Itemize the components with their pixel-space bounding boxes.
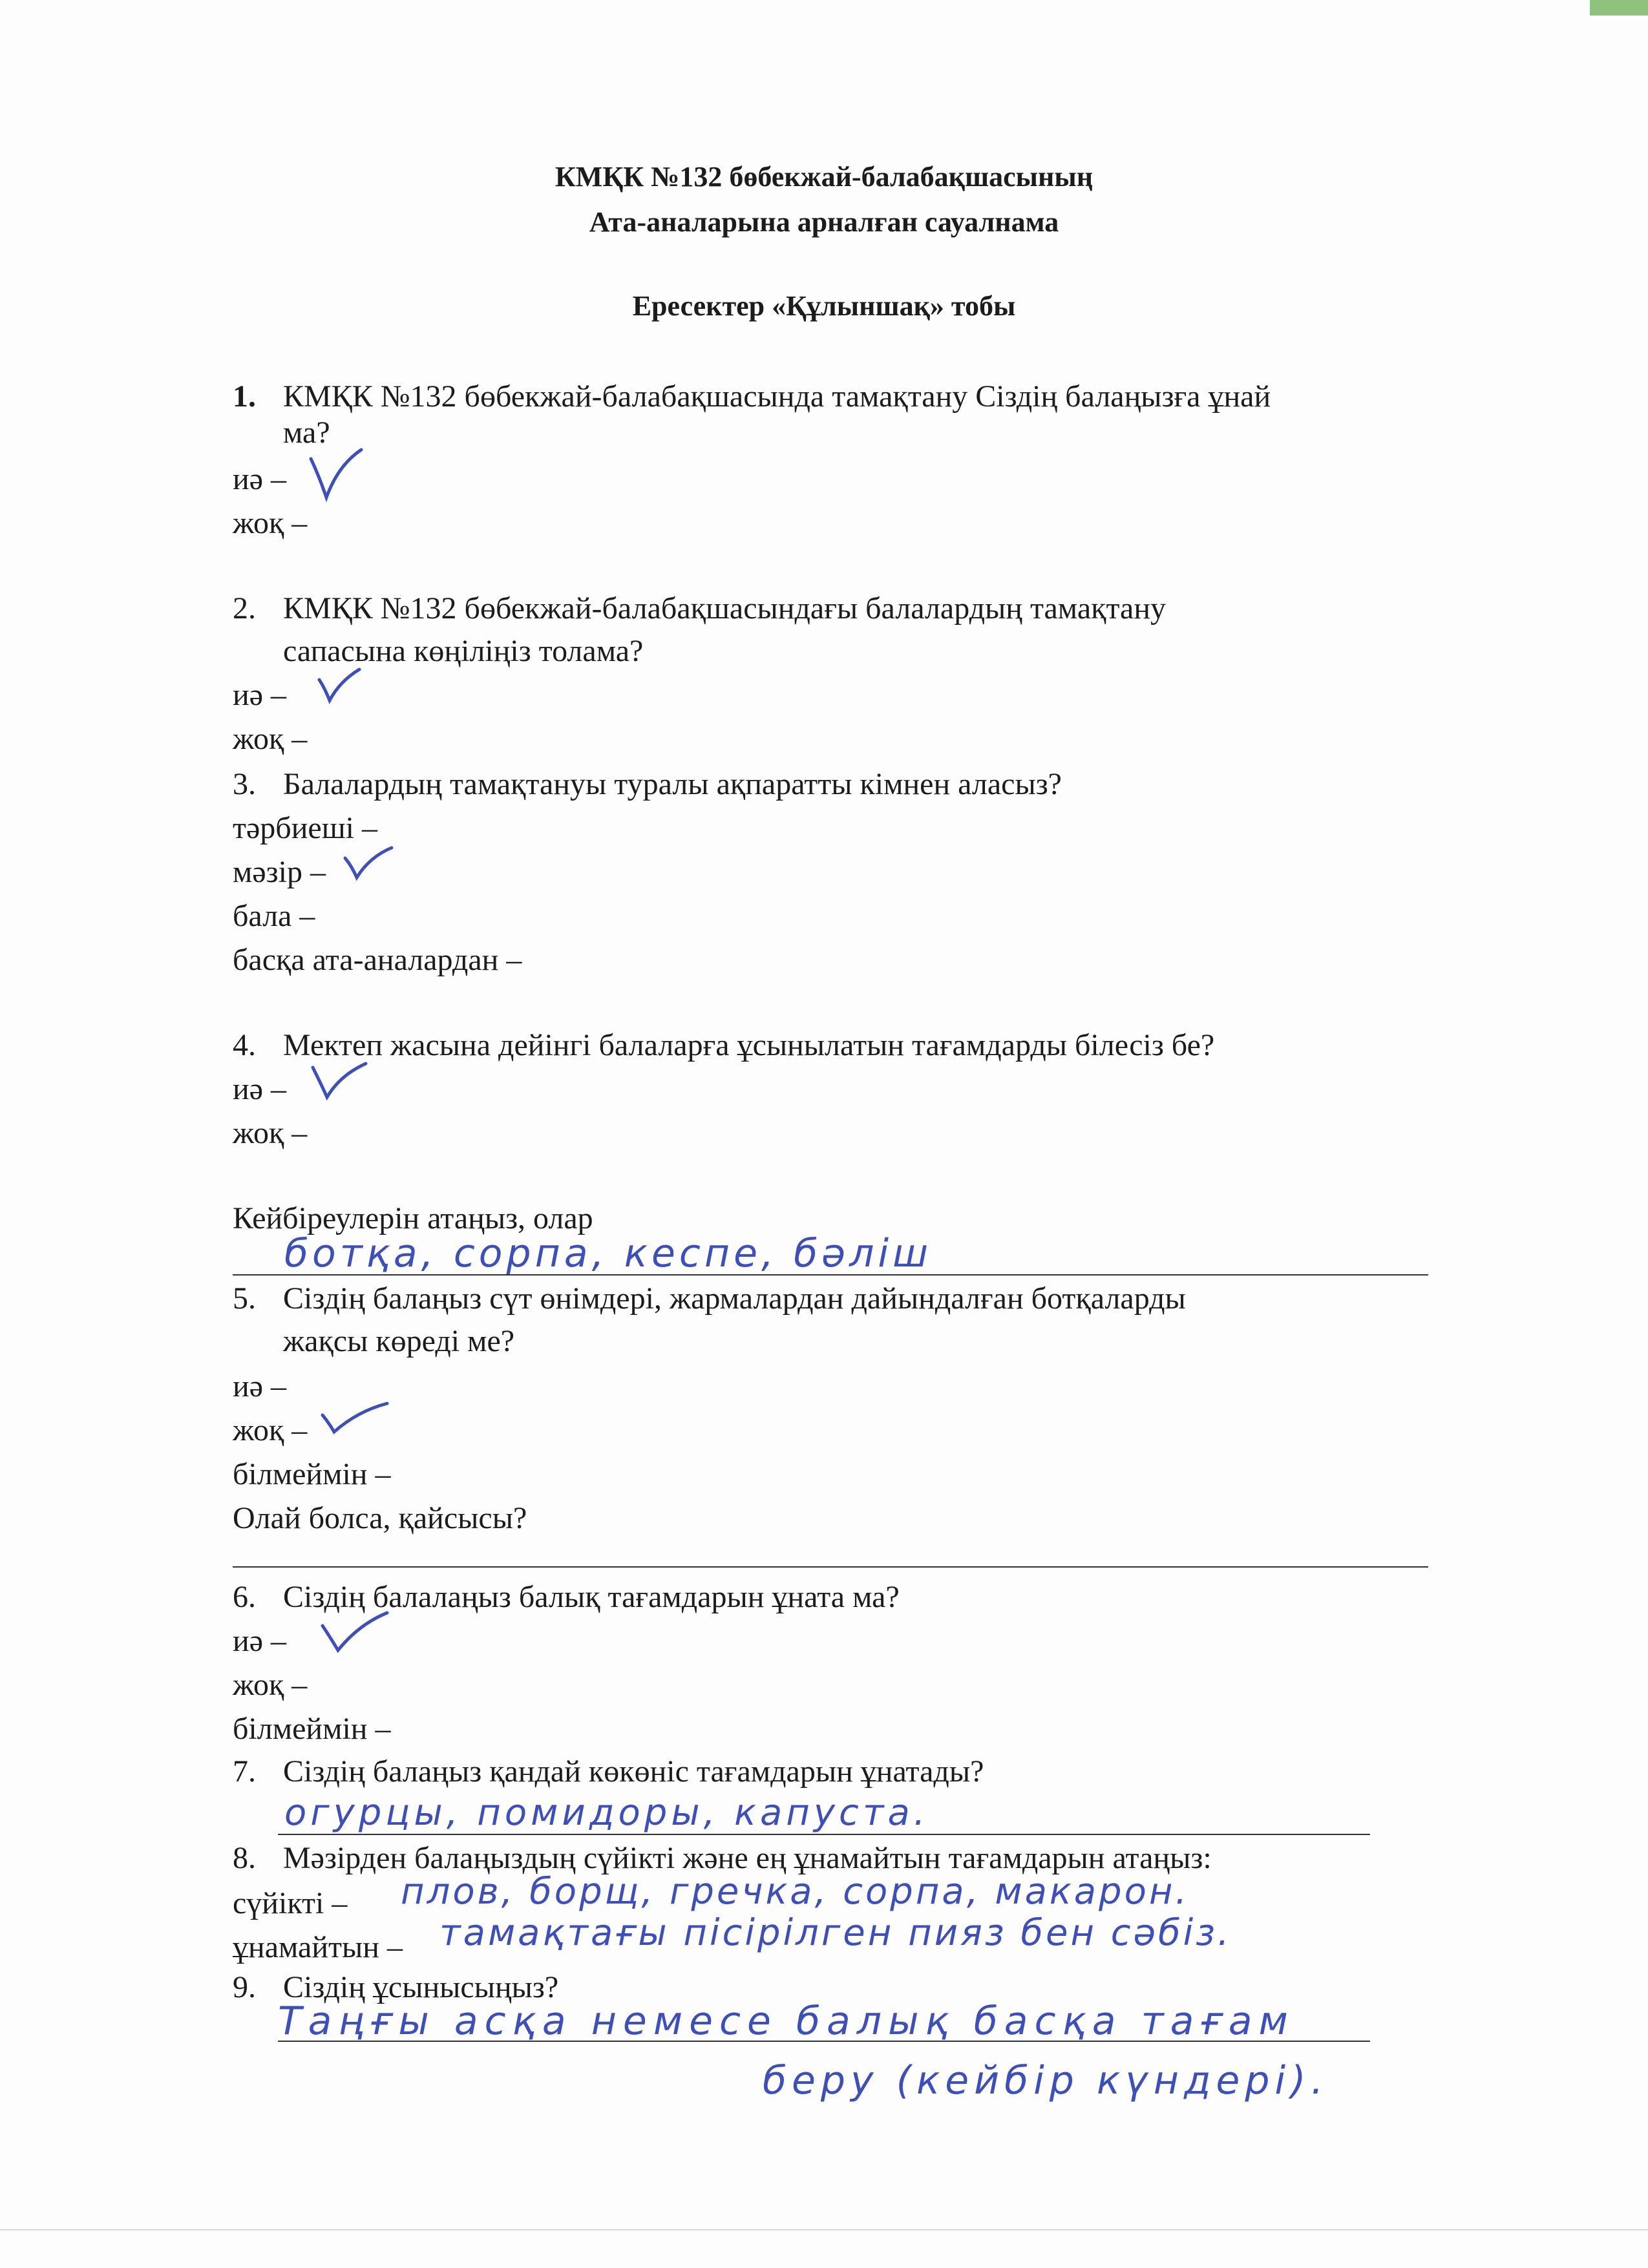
question-text: Сіздің балаңыз сүт өнімдері, жармалардан дайындалған ботқаларды	[283, 1281, 1186, 1316]
question-text: Мектеп жасына дейінгі балаларға ұсынылатын тағамдарды білесіз бе?	[283, 1028, 1215, 1062]
q1-option-no[interactable]: жоқ –	[233, 506, 308, 540]
q3-option-teacher[interactable]: тәрбиеші –	[233, 811, 377, 845]
checkmark-icon	[310, 1060, 368, 1101]
question-2-cont: сапасына көңіліңіз толама?	[283, 634, 644, 668]
checkmark-icon	[307, 446, 365, 504]
question-7	[233, 1756, 984, 1787]
question-3	[233, 769, 1062, 800]
answer-line	[278, 1834, 1370, 1835]
q3-option-child[interactable]: бала –	[233, 899, 315, 933]
question-text: Сіздің балаңыз қандай көкөніс тағамдарын ұнатады?	[283, 1754, 984, 1789]
q9-handwritten-line-1[interactable]: Таңғы асқа немесе балық басқа тағам	[278, 1999, 1294, 2044]
answer-line	[233, 1274, 1428, 1276]
question-number: 3.	[233, 767, 256, 801]
q4-option-no[interactable]: жоқ –	[233, 1116, 308, 1150]
q2-option-no[interactable]: жоқ –	[233, 722, 308, 756]
q8-disliked-label: ұнамайтын –	[233, 1930, 403, 1964]
checkmark-icon	[343, 844, 394, 881]
q7-handwritten-answer[interactable]: огурцы, помидоры, капуста.	[284, 1792, 929, 1834]
question-number: 5.	[233, 1281, 256, 1316]
question-text: Сіздің ұсынысыңыз?	[283, 1970, 559, 2004]
question-4	[233, 1030, 1214, 1061]
q4-handwritten-answer[interactable]: ботқа, сорпа, кеспе, бәліш	[284, 1231, 933, 1276]
question-text: Сіздің балалаңыз балық тағамдарын ұната ма?	[283, 1580, 900, 1614]
checkmark-icon	[317, 666, 362, 704]
question-number: 1.	[233, 379, 256, 414]
question-text: Балалардың тамақтануы туралы ақпаратты кімнен аласыз?	[283, 767, 1062, 801]
question-number: 4.	[233, 1028, 256, 1062]
q2-option-yes[interactable]: иә –	[233, 678, 286, 712]
question-number: 6.	[233, 1580, 256, 1614]
scan-edge-line	[0, 2229, 1648, 2231]
question-number: 9.	[233, 1970, 256, 2004]
q9-handwritten-line-2[interactable]: беру (кейбір күндері).	[763, 2058, 1329, 2103]
question-6	[233, 1582, 900, 1613]
question-number: 8.	[233, 1841, 256, 1875]
question-text: КМҚК №132 бөбекжай-балабақшасында тамақтану Сіздің балаңызға ұнай	[283, 379, 1271, 414]
q8-disliked-answer[interactable]: тамақтағы пісірілген пияз бен сәбіз.	[439, 1912, 1232, 1954]
q8-favourite-label: сүйікті –	[233, 1886, 348, 1920]
question-1	[233, 381, 1271, 412]
q6-option-yes[interactable]: иә –	[233, 1624, 286, 1658]
q6-option-no[interactable]: жоқ –	[233, 1668, 308, 1702]
question-5	[233, 1283, 1186, 1314]
question-number: 7.	[233, 1754, 256, 1789]
q3-option-other-parents[interactable]: басқа ата-аналардан –	[233, 943, 522, 977]
q1-option-yes[interactable]: иә –	[233, 462, 286, 496]
scan-speck	[1590, 0, 1648, 16]
answer-line	[278, 2041, 1370, 2042]
q5-option-no[interactable]: жоқ –	[233, 1413, 308, 1447]
q5-followup-label: Олай болса, қайсысы?	[233, 1501, 527, 1535]
question-5-cont: жақсы көреді ме?	[283, 1324, 515, 1358]
question-2	[233, 593, 1166, 624]
q8-favourite-answer[interactable]: плов, борщ, гречка, сорпа, макарон.	[401, 1871, 1190, 1913]
group-title: Ересектер «Құлыншақ» тобы	[632, 290, 1016, 322]
title-line-2: Ата-аналарына арналған сауалнама	[589, 206, 1059, 238]
q5-option-dont-know[interactable]: білмеймін –	[233, 1457, 391, 1491]
answer-line	[233, 1566, 1428, 1568]
q5-option-yes[interactable]: иә –	[233, 1369, 286, 1403]
question-number: 2.	[233, 591, 256, 625]
checkmark-icon	[320, 1401, 391, 1436]
checkmark-icon	[320, 1609, 391, 1654]
q3-option-menu[interactable]: мәзір –	[233, 855, 326, 889]
title-line-1: КМҚК №132 бөбекжай-балабақшасының	[555, 161, 1093, 193]
q6-option-dont-know[interactable]: білмеймін –	[233, 1712, 391, 1746]
question-text: Мәзірден балаңыздың сүйікті және ең ұнамайтын тағамдарын атаңыз:	[283, 1841, 1212, 1875]
q4-option-yes[interactable]: иә –	[233, 1072, 286, 1106]
q4-followup-label: Кейбіреулерін атаңыз, олар	[233, 1201, 593, 1235]
question-text: КМҚК №132 бөбекжай-балабақшасындағы балалардың тамақтану	[283, 591, 1167, 625]
question-1-cont: ма?	[283, 415, 330, 450]
question-8	[233, 1843, 1212, 1874]
